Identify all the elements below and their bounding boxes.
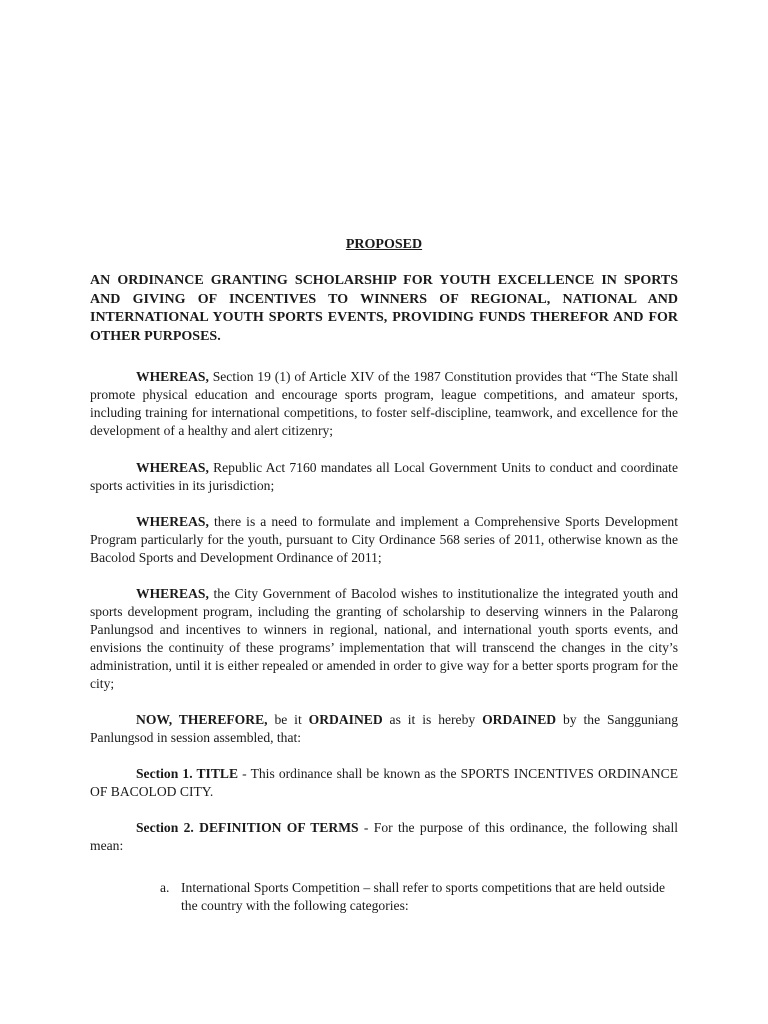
section-2-lead: Section 2. DEFINITION OF TERMS [136,820,359,835]
section-2-text: - For the purpose of this ordinance, the following shall mean: [90,820,678,853]
whereas-text: the City Government of Bacolod wishes to institutionalize the integrated youth and sports development program, including the granting of scholarship to deserving winners in the Palarong Panlungsod and incentives to winners in regional, national, and international youth sports events, and envisions the continuity of these programs’ implementation that will transcend the changes in the city’s administration, until it is either repealed or amended in order to give way for a better sports program for the city; [90,586,678,691]
ordained-keyword: ORDAINED [482,712,557,727]
ordained-text: by the Sangguniang Panlungsod in session assembled, that: [90,712,678,745]
document-heading: PROPOSED [345,237,423,252]
whereas-text: there is a need to formulate and implement a Comprehensive Sports Development Program particularly for the youth, pursuant to City Ordinance 568 series of 2011, otherwise known as the Bacolod Sports and Development Ordinance of 2011; [90,514,678,565]
whereas-paragraph-4 [90,585,678,693]
ordained-text: be it [267,712,309,727]
ordained-keyword: ORDAINED [308,712,383,727]
whereas-paragraph-1 [90,368,678,440]
section-1-paragraph [90,765,678,801]
whereas-lead: WHEREAS, [136,514,209,529]
list-item-text: International Sports Competition – shall refer to sports competitions that are held outside the country with the following categories: [181,880,665,913]
whereas-lead: WHEREAS, [136,460,209,475]
whereas-text: Republic Act 7160 mandates all Local Government Units to conduct and coordinate sports activities in its jurisdiction; [90,460,678,493]
ordained-lead: NOW, THEREFORE, [136,712,268,727]
whereas-lead: WHEREAS, [136,369,209,384]
section-1-lead: Section 1. TITLE [136,766,239,781]
list-item [160,879,680,915]
whereas-paragraph-2 [90,459,678,495]
ordinance-title: AN ORDINANCE GRANTING SCHOLARSHIP FOR YOUTH EXCELLENCE IN SPORTS AND GIVING OF INCENTIVES TO WINNERS OF REGIONAL, NATIONAL AND INTERNATIONAL YOUTH SPORTS EVENTS, PROVIDING FUNDS THEREFOR AND FOR OTHER PURPOSES. [90,273,678,344]
section-1-text: - This ordinance shall be known as the SPORTS INCENTIVES ORDINANCE OF BACOLOD CITY. [90,766,678,799]
section-2-paragraph [90,819,678,855]
definition-list [160,879,680,915]
ordained-paragraph [90,711,678,747]
ordained-text: as it is hereby [382,712,483,727]
list-marker: a. [160,880,170,895]
whereas-text: Section 19 (1) of Article XIV of the 1987 Constitution provides that “The State shall promote physical education and encourage sports program, league competitions, and amateur sports, including training for international competitions, to foster self-discipline, teamwork, and excellence for the development of a healthy and alert citizenry; [90,369,678,438]
whereas-lead: WHEREAS, [136,586,209,601]
whereas-paragraph-3 [90,513,678,567]
